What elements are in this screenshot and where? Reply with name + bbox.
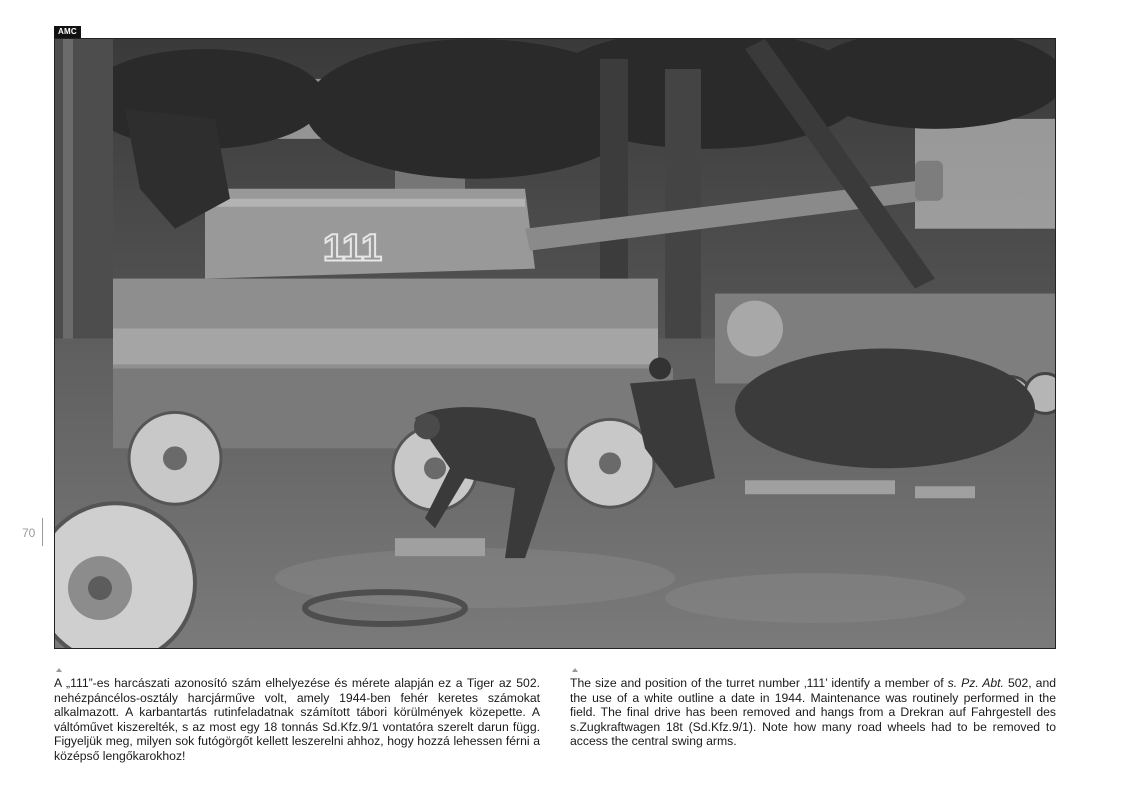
caption-marker-icon: [572, 668, 578, 672]
caption-english-unit: s. Pz. Abt.: [947, 676, 1004, 690]
caption-english-text-part2: 502, and the use of a white outline a date in 1944. Maintenance was routinely performed in the field. The final drive has been removed and hangs from a Drekran auf Fahrgestell des s.Zugkraftwagen 18t (Sd.Kfz.9/1). Note how many road wheels had to be removed to access the central swing arms.: [570, 676, 1057, 749]
page-number: 70: [22, 526, 36, 540]
publisher-tag: AMC: [54, 26, 81, 38]
turret-number: 111: [323, 227, 383, 270]
caption-marker-icon: [56, 668, 62, 672]
page-number-rule: [42, 518, 43, 546]
wooden-plank: [745, 480, 895, 494]
caption-english: [570, 676, 1056, 749]
tank-maintenance-photo: [54, 38, 1056, 649]
caption-english-text-part1: The size and position of the turret number ‚111’ identify a member of: [570, 676, 948, 690]
caption-hungarian-text: A „111”-es harcászati azonosító szám elhelyezése és mérete alapján ez a Tiger az 502. nehézpáncélos-osztály harcjárműve volt, amely 1944-ben fehér keretes számokat alkalmazott. A karbantartás rutinfeladatnak számított tábori körülmények közepette. A váltóművet kiszerelték, s az most egy 18 tonnás Sd.Kfz.9/1 vontatóra szerelt darun függ. Figyeljük meg, milyen sok futógörgőt kellett leszerelni ahhoz, hogy hozzá lehessen férni a középső lengőkarokhoz!: [54, 676, 540, 763]
caption-hungarian: [54, 676, 540, 764]
photo-illustration: [55, 39, 1055, 648]
